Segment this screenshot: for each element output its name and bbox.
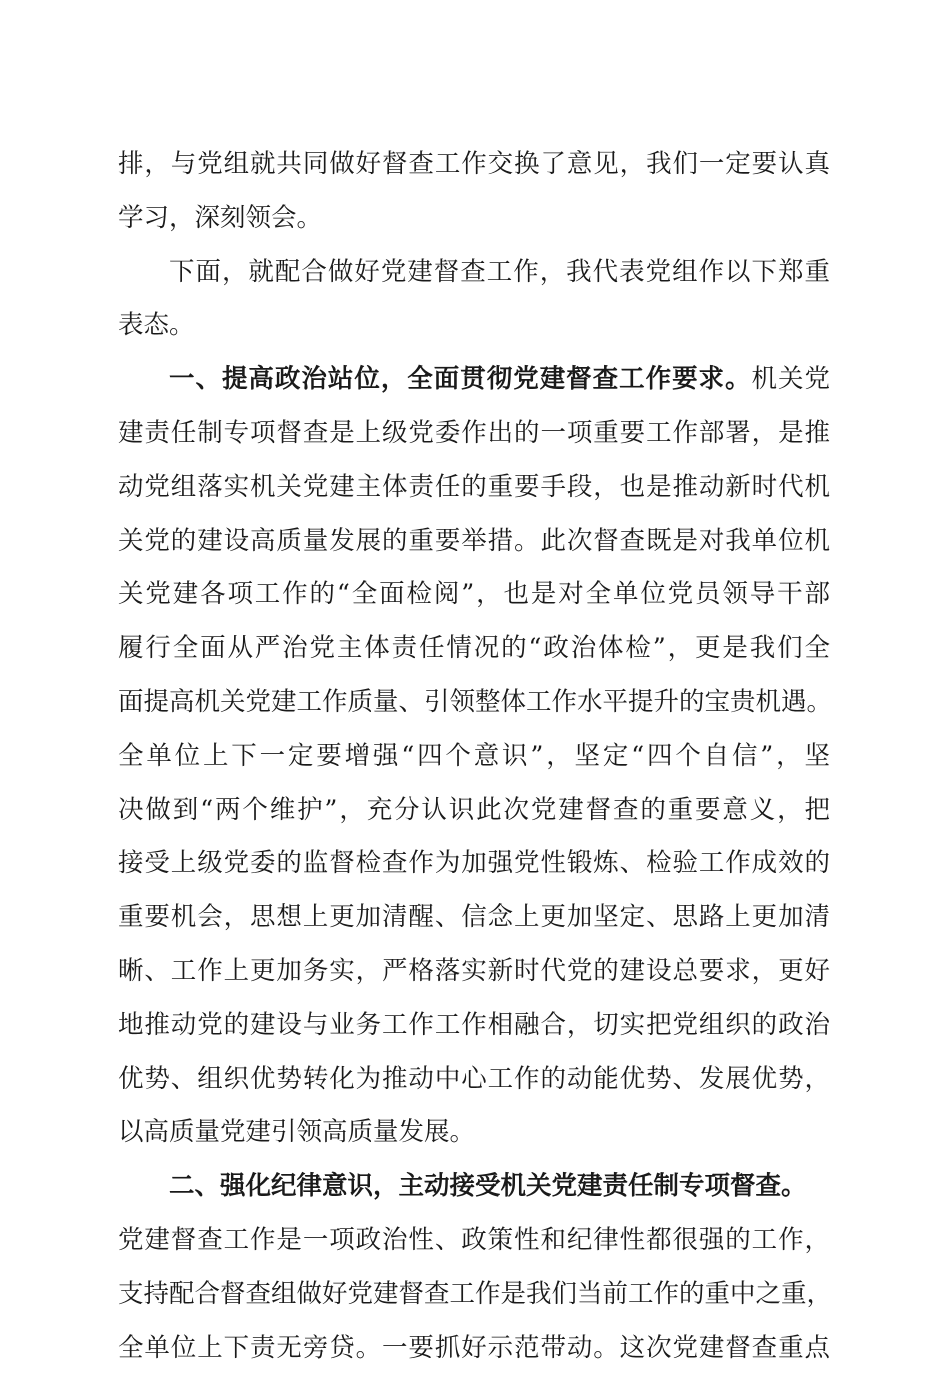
paragraph-line: 决做到“两个维护”，充分认识此次党建督查的重要意义，把 <box>118 794 830 825</box>
paragraph-line: 面提高机关党建工作质量、引领整体工作水平提升的宝贵机遇。 <box>118 686 833 717</box>
section-heading-line <box>118 1160 830 1214</box>
paragraph-line: 全单位上下一定要增强“四个意识”，坚定“四个自信”，坚 <box>118 740 830 771</box>
paragraph-line: 优势、组织优势转化为推动中心工作的动能优势、发展优势， <box>118 1063 830 1094</box>
paragraph-line: 接受上级党委的监督检查作为加强党性锻炼、检验工作成效的 <box>118 848 830 879</box>
section-heading: 二、强化纪律意识，主动接受机关党建责任制专项督查。 <box>169 1171 807 1202</box>
paragraph-line: 下面，就配合做好党建督查工作，我代表党组作以下郑重 <box>169 256 830 287</box>
paragraph-line: 关党的建设高质量发展的重要举措。此次督查既是对我单位机 <box>118 525 830 556</box>
paragraph-line: 重要机会，思想上更加清醒、信念上更加坚定、思路上更加清 <box>118 902 830 933</box>
section-heading-line <box>118 353 830 407</box>
document-body <box>118 138 833 1375</box>
paragraph-line: 排，与党组就共同做好督查工作交换了意见，我们一定要认真 <box>118 149 830 179</box>
paragraph-line: 学习，深刻领会。 <box>118 202 323 233</box>
paragraph-line: 建责任制专项督查是上级党委作出的一项重要工作部署，是推 <box>118 417 830 448</box>
section-heading: 一、提高政治站位，全面贯彻党建督查工作要求。 <box>169 364 752 395</box>
paragraph-line: 全单位上下责无旁贷。一要抓好示范带动。这次党建督查重点 <box>118 1332 830 1363</box>
paragraph-line: 党建督查工作是一项政治性、政策性和纪律性都很强的工作， <box>118 1224 830 1255</box>
paragraph-line: 履行全面从严治党主体责任情况的“政治体检”，更是我们全 <box>118 633 830 664</box>
paragraph-line: 以高质量党建引领高质量发展。 <box>118 1117 476 1148</box>
paragraph-line: 表态。 <box>118 310 195 341</box>
paragraph-line: 地推动党的建设与业务工作工作相融合，切实把党组织的政治 <box>118 1009 830 1040</box>
paragraph-line: 动党组落实机关党建主体责任的重要手段，也是推动新时代机 <box>118 471 830 502</box>
paragraph-line: 关党建各项工作的“全面检阅”，也是对全单位党员领导干部 <box>118 579 830 610</box>
paragraph-line: 支持配合督查组做好党建督查工作是我们当前工作的重中之重， <box>118 1278 833 1309</box>
paragraph-line: 晰、工作上更加务实，严格落实新时代党的建设总要求，更好 <box>118 955 830 986</box>
paragraph-text: 机关党 <box>751 364 830 395</box>
